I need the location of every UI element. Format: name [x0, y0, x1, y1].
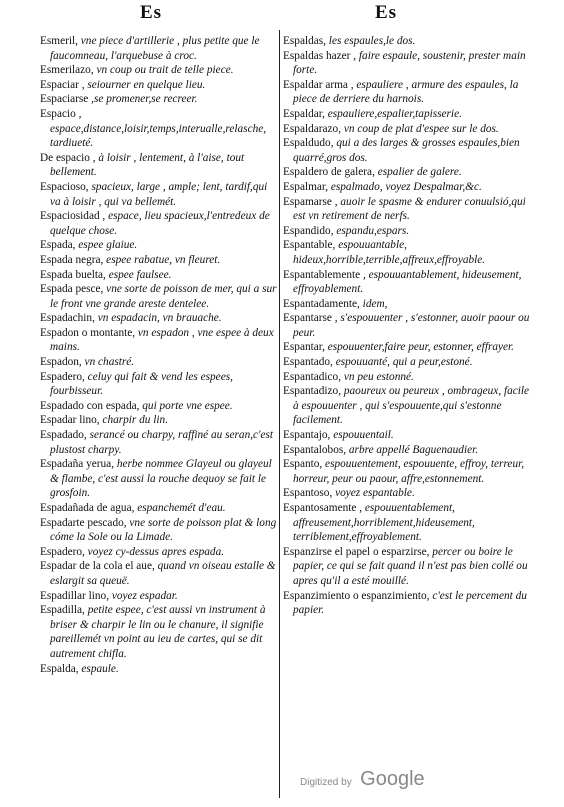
entry-headword: Espadero, [40, 370, 85, 383]
entry-headword: Espaciar [40, 78, 79, 91]
watermark-prefix: Digitized by [300, 777, 352, 788]
entry-headword: Espantosamente [283, 502, 357, 514]
watermark-brand: Google [360, 768, 425, 790]
dictionary-entry [283, 165, 533, 180]
dictionary-entry [40, 545, 280, 560]
entry-definition: serancé ou charpy, raffiné au seran,c'est plustost charpy. [50, 429, 274, 456]
entry-headword: Espaldudo, [283, 137, 334, 150]
entry-headword: Espadachin, [40, 312, 95, 325]
entry-headword: Esmeril, [40, 35, 78, 47]
entry-headword: Espaciosidad [40, 210, 100, 223]
entry-headword: Espadilla, [40, 604, 85, 617]
entry-definition: , espouuentablement, affreusement,horriblement,hideusement, terriblement,effroyablement. [293, 502, 475, 544]
header-right: Es [375, 2, 398, 23]
right-column [283, 34, 533, 618]
entry-definition: espee rabatue, vn fleuret. [103, 253, 221, 266]
entry-headword: Espantarse [283, 312, 332, 325]
entry-definition: espaule. [78, 662, 119, 675]
entry-definition: quand vn oiseau estalle & eslargit sa queuë. [50, 560, 276, 587]
entry-headword: Espantar, [283, 341, 325, 354]
entry-definition: voyez espadar. [109, 589, 178, 602]
entry-definition: , seiourner en quelque lieu. [78, 78, 206, 91]
entry-definition: voyez cy-dessus apres espada. [84, 545, 225, 558]
entry-headword: Espandido, [283, 224, 334, 237]
entry-definition: , espauliere , armure des espaules, la piece de derriere du harnois. [293, 78, 519, 106]
dictionary-entry [283, 297, 533, 312]
entry-definition: vn chastré. [81, 356, 135, 369]
entry-definition: , espace,distance,loisir,temps,interualle,relasche, tardiueté. [50, 107, 267, 150]
entry-definition: percer ou boire le papier, ce qui se fait quand il n'est pas bien collé ou apres qu'il a esté mouillé. [293, 545, 528, 587]
dictionary-entry [40, 428, 280, 457]
dictionary-entry [283, 311, 533, 340]
entry-headword: Espadon o montante, [40, 326, 136, 339]
dictionary-entry [40, 282, 280, 311]
dictionary-entry [283, 589, 533, 618]
dictionary-entry [40, 457, 280, 501]
dictionary-entry [283, 224, 533, 239]
entry-headword: Espaldas, [283, 35, 326, 47]
entry-definition: vn espadacin, vn brauache. [94, 312, 222, 325]
dictionary-entry [283, 195, 533, 224]
dictionary-entry [283, 370, 533, 385]
dictionary-entry [283, 486, 533, 501]
entry-definition: celuy qui fait & vend les espees, fourbisseur. [50, 370, 233, 398]
entry-definition: vn peu estonné. [341, 370, 414, 383]
dictionary-entry [40, 355, 280, 370]
dictionary-entry [40, 370, 280, 399]
dictionary-entry [40, 209, 280, 238]
entry-definition: , à loisir , lentement, à l'aise, tout bellement. [50, 151, 245, 179]
dictionary-entry [40, 180, 280, 209]
entry-definition: , s'espouuenter , s'estonner, auoir paour ou peur. [293, 312, 530, 339]
dictionary-entry [283, 355, 533, 370]
dictionary-entry [40, 63, 280, 78]
entry-headword: Espadillar lino, [40, 589, 110, 602]
digitized-watermark [300, 768, 425, 791]
entry-definition: espee glaiue. [75, 239, 138, 252]
dictionary-entry [283, 238, 533, 267]
entry-headword: Espantoso, [283, 487, 333, 500]
dictionary-entry [283, 545, 533, 589]
entry-headword: Espadero, [40, 545, 85, 558]
entry-definition: , faire espaule, soustenir, prester main forte. [293, 49, 526, 77]
entry-definition: arbre appellé Baguenaudier. [346, 443, 479, 456]
dictionary-entry [283, 501, 533, 545]
entry-definition: espouuenter,faire peur, estonner, effrayer. [324, 341, 514, 354]
entry-definition: qui porte vne espee. [139, 399, 233, 412]
entry-headword: Espadarte pescado, [40, 516, 127, 529]
entry-headword: Espanto, [283, 458, 323, 471]
entry-definition: espouuentail. [330, 429, 394, 442]
entry-definition: espalmado, voyez Despalmar,&c. [328, 180, 482, 193]
entry-headword: Espamarse [283, 195, 332, 208]
entry-definition: , auoir le spasme & endurer conuulsió,qui est vn retirement de nerfs. [293, 195, 526, 223]
dictionary-entry [283, 122, 533, 137]
entry-definition: voyez espantable. [332, 487, 415, 500]
entry-definition: petite espee, c'est aussi vn instrument à briser & charpir le lin ou le chanure, il signifie pareillemét vn point au ieu de cartes, qui se dit autrement chifla. [50, 604, 266, 660]
entry-definition: herbe nommee Glayeul ou glayeul & flambe, c'est aussi la rouche dequoy se fait le grosfoin. [50, 458, 272, 500]
dictionary-entry [40, 326, 280, 355]
dictionary-entry [40, 603, 280, 661]
entry-definition: espouuentement, espouuente, effroy, terreur, horreur, peur ou paour, affre,estonnement. [293, 458, 525, 485]
entry-headword: Espantado, [283, 356, 333, 369]
entry-definition: qui a des larges & grosses espaules,bien quarré,gros dos. [293, 137, 520, 164]
entry-headword: Espadaña yerua, [40, 458, 115, 471]
entry-headword: Espadon, [40, 356, 82, 369]
entry-headword: Espantadico, [283, 370, 342, 383]
entry-headword: Espaldas hazer [283, 49, 351, 62]
entry-headword: Espaciarse [40, 93, 89, 106]
entry-headword: Espada pesce, [40, 283, 104, 296]
dictionary-entry [40, 238, 280, 253]
entry-definition: espouuantable, hideux,horrible,terrible,affreux,effroyable. [293, 239, 486, 266]
header-left: Es [140, 2, 163, 23]
dictionary-entry [40, 34, 280, 63]
entry-headword: Espadado con espada, [40, 399, 140, 412]
dictionary-entry [283, 340, 533, 355]
dictionary-entry [40, 589, 280, 604]
dictionary-entry [40, 516, 280, 545]
entry-headword: Espantadizo, [283, 385, 342, 398]
entry-definition: vn espadon , vne espee à deux mains. [50, 326, 274, 354]
dictionary-entry [283, 268, 533, 297]
dictionary-entry [40, 268, 280, 283]
dictionary-entry [40, 413, 280, 428]
entry-headword: Espantadamente, [283, 297, 360, 310]
entry-headword: Espaldar, [283, 107, 325, 120]
entry-definition: espandu,espars. [333, 224, 410, 237]
dictionary-entry [40, 662, 280, 677]
dictionary-entry [283, 78, 533, 107]
entry-headword: Espadar de la cola el aue, [40, 560, 155, 573]
dictionary-entry [283, 34, 533, 49]
entry-headword: Espaldarazo, [283, 122, 342, 135]
dictionary-entry [40, 151, 280, 180]
entry-definition: paoureux ou peureux , ombrageux, facile à espouuenter , qui s'espouuente,qui s'estonne facilement. [293, 385, 530, 427]
entry-headword: Espacio [40, 107, 76, 120]
entry-definition: ,se promener,se recreer. [88, 93, 198, 106]
entry-definition: c'est le percement du papier. [293, 589, 527, 617]
dictionary-entry [283, 428, 533, 443]
dictionary-entry [40, 92, 280, 107]
dictionary-entry [283, 180, 533, 195]
dictionary-entry [283, 107, 533, 122]
left-column [40, 34, 280, 676]
entry-definition: espauliere,espalier,tapisserie. [324, 107, 462, 120]
entry-headword: Espantable, [283, 239, 336, 252]
dictionary-entry [40, 253, 280, 268]
dictionary-entry [283, 384, 533, 428]
entry-definition: vn coup de plat d'espee sur le dos. [341, 122, 499, 135]
entry-headword: Espalda, [40, 662, 79, 675]
entry-definition: vne piece d'artillerie , plus petite que le faucomneau, l'arquebuse à croc. [50, 35, 260, 62]
entry-definition: vne sorte de poisson plat & long cóme la Sole ou la Limade. [50, 516, 277, 544]
entry-headword: Espantalobos, [283, 443, 347, 456]
dictionary-entry [40, 399, 280, 414]
entry-definition: les espaules,le dos. [325, 35, 416, 47]
entry-headword: Espaldar arma [283, 78, 348, 91]
running-header [0, 2, 564, 24]
entry-headword: Espalmar, [283, 180, 329, 193]
dictionary-entry [283, 443, 533, 458]
entry-headword: Espadañada de agua, [40, 502, 135, 514]
entry-definition: , espace, lieu spacieux,l'entredeux de quelque chose. [50, 210, 270, 237]
entry-headword: Espada negra, [40, 253, 104, 266]
entry-definition: charpir du lin. [99, 414, 169, 427]
entry-definition: idem, [359, 297, 388, 310]
entry-headword: Espantablemente [283, 268, 361, 281]
dictionary-entry [283, 457, 533, 486]
entry-headword: Espantajo, [283, 429, 331, 442]
dictionary-entry [40, 107, 280, 151]
dictionary-entry [40, 311, 280, 326]
entry-definition: spacieux, large , ample; lent, tardif,qui va à loisir , qui va bellemét. [50, 180, 268, 208]
entry-definition: vne sorte de poisson de mer, qui a sur le front vne grande areste dentelee. [50, 283, 277, 310]
entry-headword: Espada, [40, 239, 76, 252]
dictionary-entry [40, 501, 280, 516]
dictionary-entry [283, 136, 533, 165]
entry-headword: Espacioso, [40, 180, 89, 193]
entry-definition: espouuanté, qui a peur,estoné. [332, 356, 473, 369]
entry-headword: Espanzirse el papel o esparzirse, [283, 545, 430, 558]
entry-definition: vn coup ou trait de telle piece. [93, 64, 234, 77]
entry-headword: De espacio [40, 151, 90, 164]
entry-definition: , espouuantablement, hideusement, effroyablement. [293, 268, 522, 296]
entry-definition: espee faulsee. [105, 268, 172, 281]
dictionary-entry [40, 559, 280, 588]
entry-definition: espalier de galere. [374, 166, 462, 179]
entry-headword: Esmerilazo, [40, 64, 94, 77]
entry-definition: espanchemét d'eau. [134, 502, 226, 514]
entry-headword: Espaldero de galera, [283, 166, 375, 179]
dictionary-entry [40, 78, 280, 93]
entry-headword: Espada buelta, [40, 268, 106, 281]
entry-headword: Espadado, [40, 429, 87, 442]
entry-headword: Espanzimiento o espanzimiento, [283, 589, 430, 602]
dictionary-entry [283, 49, 533, 78]
entry-headword: Espadar lino, [40, 414, 100, 427]
